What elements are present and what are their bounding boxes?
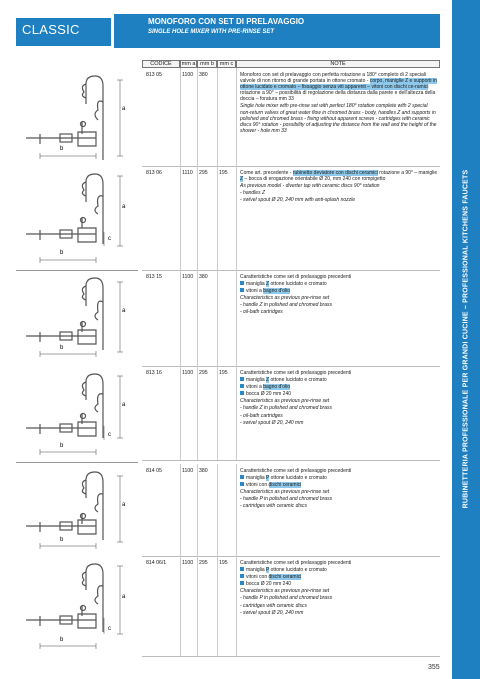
col-header-a: mm a: [181, 61, 196, 67]
bullet-square: [240, 384, 244, 388]
dim-label-b: b: [60, 250, 64, 256]
col-header-note: NOTE: [236, 60, 440, 68]
dim-c: 195: [219, 170, 228, 176]
faucet-drawing: [0, 270, 140, 366]
product-note: Caratteristiche come set di prelavaggio precedenti maniglia Z ottone lucidato e cromato vitoni a bagno d'olio bocca Ø 20 mm 240 Characteristics as previous pre-rinse set - handle Z in polished and chromed brass - oil-bath cartridges - swivel spout Ø 20, 240 mm: [240, 370, 352, 426]
faucet-drawing: [0, 464, 140, 556]
dim-label-b: b: [60, 443, 64, 449]
group-divider: [16, 462, 138, 463]
faucet-drawing: [0, 68, 140, 166]
bullet-square: [240, 581, 244, 585]
dim-a: 1100: [182, 370, 194, 376]
dim-b: 295: [199, 560, 208, 566]
dim-label-b: b: [60, 537, 64, 543]
dim-label-b: b: [60, 146, 64, 152]
product-note: Caratteristiche come set di prelavaggio precedenti maniglia P ottone lucidato e cromato vitoni con dischi ceramici bocca Ø 20 mm 240 Characteristics as previous pre-rinse set - handle P in polished and chromed brass - cartridges with ceramic discs - swivel spout Ø 20, 240 mm: [240, 560, 352, 616]
product-note: Caratteristiche come set di prelavaggio precedenti maniglia Z ottone lucidato e cromato vitoni a bagno d'olio Characteristics as previous pre-rinse set - handle Z in polished and chromed brass - oil-bath cartridges: [240, 274, 352, 316]
faucet-drawing: [0, 366, 140, 460]
dim-label-a: a: [122, 502, 126, 508]
dim-b: 295: [199, 370, 208, 376]
bullet-square: [240, 391, 244, 395]
dim-a: 1100: [182, 72, 194, 78]
product-row: [142, 270, 440, 367]
bullet-square: [240, 288, 244, 292]
dim-b: 380: [199, 468, 208, 474]
col-header-c: mm c: [217, 60, 236, 68]
dim-label-a: a: [122, 308, 126, 314]
product-row: [142, 464, 440, 557]
product-row: [142, 556, 440, 657]
dim-b: 295: [199, 170, 208, 176]
product-row: [142, 166, 440, 271]
dim-b: 380: [199, 72, 208, 78]
product-code: 813 06: [146, 170, 162, 176]
bullet-square: [240, 475, 244, 479]
dim-label-b: b: [60, 345, 64, 351]
product-note: Caratteristiche come set di prelavaggio precedenti maniglia P ottone lucidato e cromato vitoni con dischi ceramici Characteristics as previous pre-rinse set - handle P in polished and chromed brass - cartridges with ceramic discs: [240, 468, 352, 510]
dim-label-a: a: [122, 204, 126, 210]
dim-a: 1110: [182, 170, 193, 176]
dim-b: 380: [199, 274, 208, 280]
page-title: MONOFORO CON SET DI PRELAVAGGIO: [148, 17, 305, 26]
product-row: [142, 366, 440, 461]
bullet-square: [240, 567, 244, 571]
product-note: Monoforo con set di prelavaggio con perfetta rotazione a 180° completo di 2 speciali valvole di non ritorno di grande portata in ottone cromato - corpo, maniglie Z e supporti in ottone lucidato e cromato – fissaggio senza viti apparenti – vitoni con dischi ce-ramici rotazione a 90° – possibilità di regolazione della distanza dalla parete e dell'altezza della doccia – foratura mm 33 Single hole mixer with pre-rinse set with perfect 180° rotation complete with 2 special non-return valves of great water flow in chromed brass - body, handles Z and supports in polished and chromed brass - fixing without apparent screws - cartridges with ceramic discs 90° rotation - possibility of adjusting the distance from the wall and the height of the shower - hole mm 33: [240, 72, 437, 134]
dim-label-a: a: [122, 106, 126, 112]
dim-label-c: c: [108, 432, 111, 438]
product-row: [142, 68, 440, 167]
product-note: Come art. precedente - rubinetto deviatore con dischi ceramici rotazione a 90° – maniglie Z – bocca di erogazione orientabile Ø 20, mm 240 con rompigetto As previous model - diverter tap with ceramic discs 90° rotation - handles Z - swivel spout Ø 20, 240 mm with anti-splash nozzle: [240, 170, 438, 204]
product-code: 813 15: [146, 274, 162, 280]
category-label: CLASSIC: [22, 22, 80, 37]
bullet-square: [240, 482, 244, 486]
dim-label-c: c: [108, 236, 111, 242]
product-code: 813 05: [146, 72, 162, 78]
bullet-square: [240, 281, 244, 285]
col-header-code: CODICE: [142, 60, 180, 68]
faucet-drawing: [0, 556, 140, 656]
bullet-square: [240, 377, 244, 381]
faucet-drawing: [0, 166, 140, 270]
dim-label-a: a: [122, 402, 126, 408]
dim-c: 195: [219, 370, 228, 376]
dim-a: 1100: [182, 560, 194, 566]
dim-a: 1100: [182, 274, 194, 280]
dim-a: 1100: [182, 468, 194, 474]
dim-label-a: a: [122, 594, 126, 600]
product-code: 814 06/1: [146, 560, 167, 566]
page-number: 355: [428, 664, 440, 671]
dim-label-b: b: [60, 637, 64, 643]
side-label: RUBINETTERIA PROFESSIONALE PER GRANDI CUCINE – PROFESSIONAL KITCHENS FAUCETS: [462, 169, 470, 509]
col-header-b: mm b: [197, 60, 217, 68]
product-code: 814 05: [146, 468, 162, 474]
page-subtitle: SINGLE HOLE MIXER WITH PRE-RINSE SET: [148, 29, 275, 35]
product-code: 813 16: [146, 370, 162, 376]
dim-label-c: c: [108, 626, 111, 632]
dim-c: 195: [219, 560, 228, 566]
bullet-square: [240, 574, 244, 578]
